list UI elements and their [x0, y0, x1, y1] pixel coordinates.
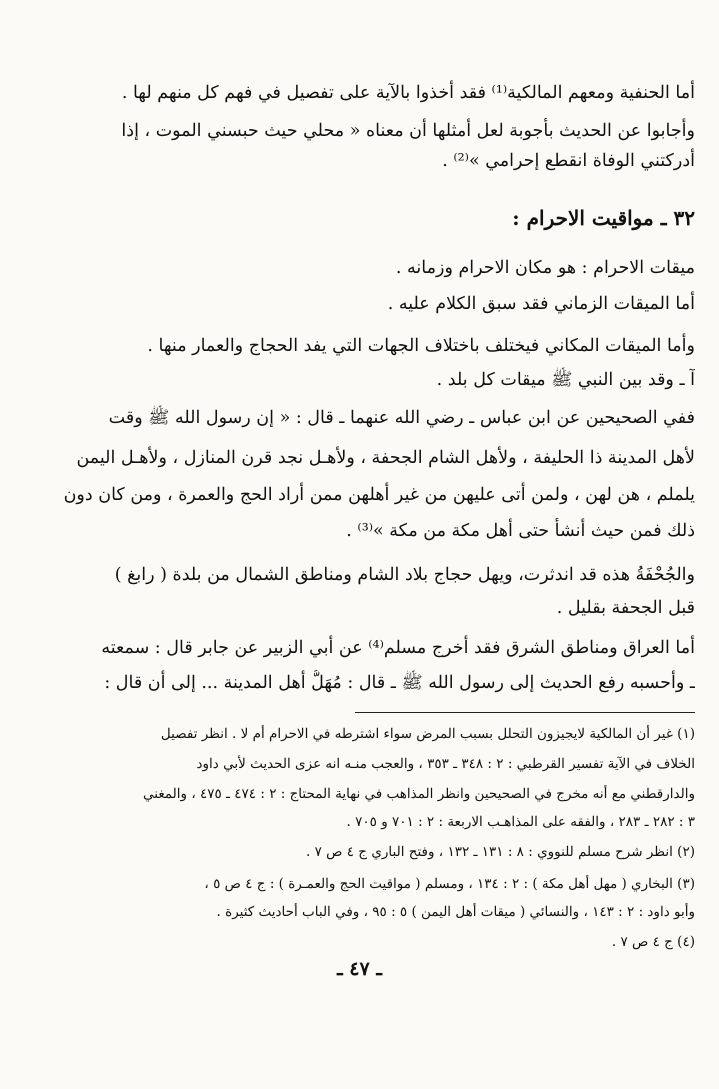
hadith-line: ففي الصحيحين عن ابن عباس ـ رضي الله عنهما ـ قال : « إن رسول الله ﷺ وقت [108, 408, 695, 428]
section-heading: ٣٢ ـ مواقيت الاحرام : [512, 206, 695, 230]
footnote-line: الخلاف في الآية تفسير القرطبي : ٢ : ٣٤٨ ـ ٣٥٣ ، والعجب منـه انه عزى الحديث لأبي داود [196, 756, 695, 772]
hadith-line: ذلك فمن حيث أنشأ حتى أهل مكة من مكة »⁽³⁾ . [346, 521, 695, 541]
body-line: وأجابوا عن الحديث بأجوبة لعل أمثلها أن معناه « محلي حيث حبسني الموت ، إذا [121, 121, 695, 141]
body-line: أدركتني الوفاة انقطع إحرامي »⁽²⁾ . [442, 151, 695, 171]
footnote-line: وأبو داود : ٢ : ١٤٣ ، والنسائي ( ميقات أهل اليمن ) ٥ : ٩٥ ، وفي الباب أحاديث كثيرة . [216, 904, 695, 920]
section-line: أما الميقات الزماني فقد سبق الكلام عليه . [387, 294, 695, 314]
section-line: ميقات الاحرام : هو مكان الاحرام وزمانه . [395, 258, 695, 278]
footnote-line: (١) غير أن المالكية لايجيزون التحلل بسبب المرض سواء اشترطه في الاحرام أم لا . انظر تفصيل [160, 726, 695, 742]
section-line: قبل الجحفة بقليل . [556, 598, 695, 618]
hadith-line: لأهل المدينة ذا الحليفة ، ولأهل الشام الجحفة ، ولأهـل نجد قرن المنازل ، ولأهـل اليمن [76, 448, 695, 468]
footnote-line: (٤) ج ٤ ص ٧ . [611, 934, 695, 950]
hadith-line: يلملم ، هن لهن ، ولمن أتى عليهن من غير أهلهن ممن أراد الحج والعمرة ، ومن كان دون [63, 485, 695, 505]
footnote-line: ٣ : ٢٨٢ ـ ٢٨٣ ، والفقه على المذاهـب الاربعة : ٢ : ٧٠١ و ٧٠٥ . [346, 814, 695, 830]
footnote-line: والدارقطني مع أنه مخرج في الصحيحين وانظر المذاهب في نهاية المحتاج : ٢ : ٤٧٤ ـ ٤٧٥ ، والمغني [143, 786, 695, 802]
section-line: وأما الميقات المكاني فيختلف باختلاف الجهات التي يفد الحجاج والعمار منها . [147, 336, 695, 356]
section-line: والجُحْفَةُ هذه قد اندثرت، ويهل حجاج بلاد الشام ومناطق الشمال من بلدة ( رابغ ) [114, 565, 695, 585]
section-line: أما العراق ومناطق الشرق فقد أخرج مسلم⁽⁴⁾ عن أبي الزبير عن جابر قال : سمعته [101, 638, 695, 658]
section-line: آ ـ وقد بين النبي ﷺ ميقات كل بلد . [436, 370, 695, 390]
footnote-line: (٣) البخاري ( مهل أهل مكة ) : ٢ : ١٣٤ ، ومسلم ( مواقيت الحج والعمـرة ) : ج ٤ ص ٥ ، [204, 876, 695, 892]
footnote-line: (٢) انظر شرح مسلم للنووي : ٨ : ١٣١ ـ ١٣٢ ، وفتح الباري ج ٤ ص ٧ . [305, 844, 695, 860]
footnote-separator [355, 712, 695, 713]
body-line: أما الحنفية ومعهم المالكية⁽¹⁾ فقد أخذوا بالآية على تفصيل في فهم كل منهم لها . [121, 83, 695, 103]
section-line: ـ وأحسبه رفع الحديث إلى رسول الله ﷺ ـ قال : مُهَلُّ أهل المدينة ... إلى أن قال : [104, 673, 695, 693]
page-number: ـ ٤٧ ـ [337, 958, 382, 980]
